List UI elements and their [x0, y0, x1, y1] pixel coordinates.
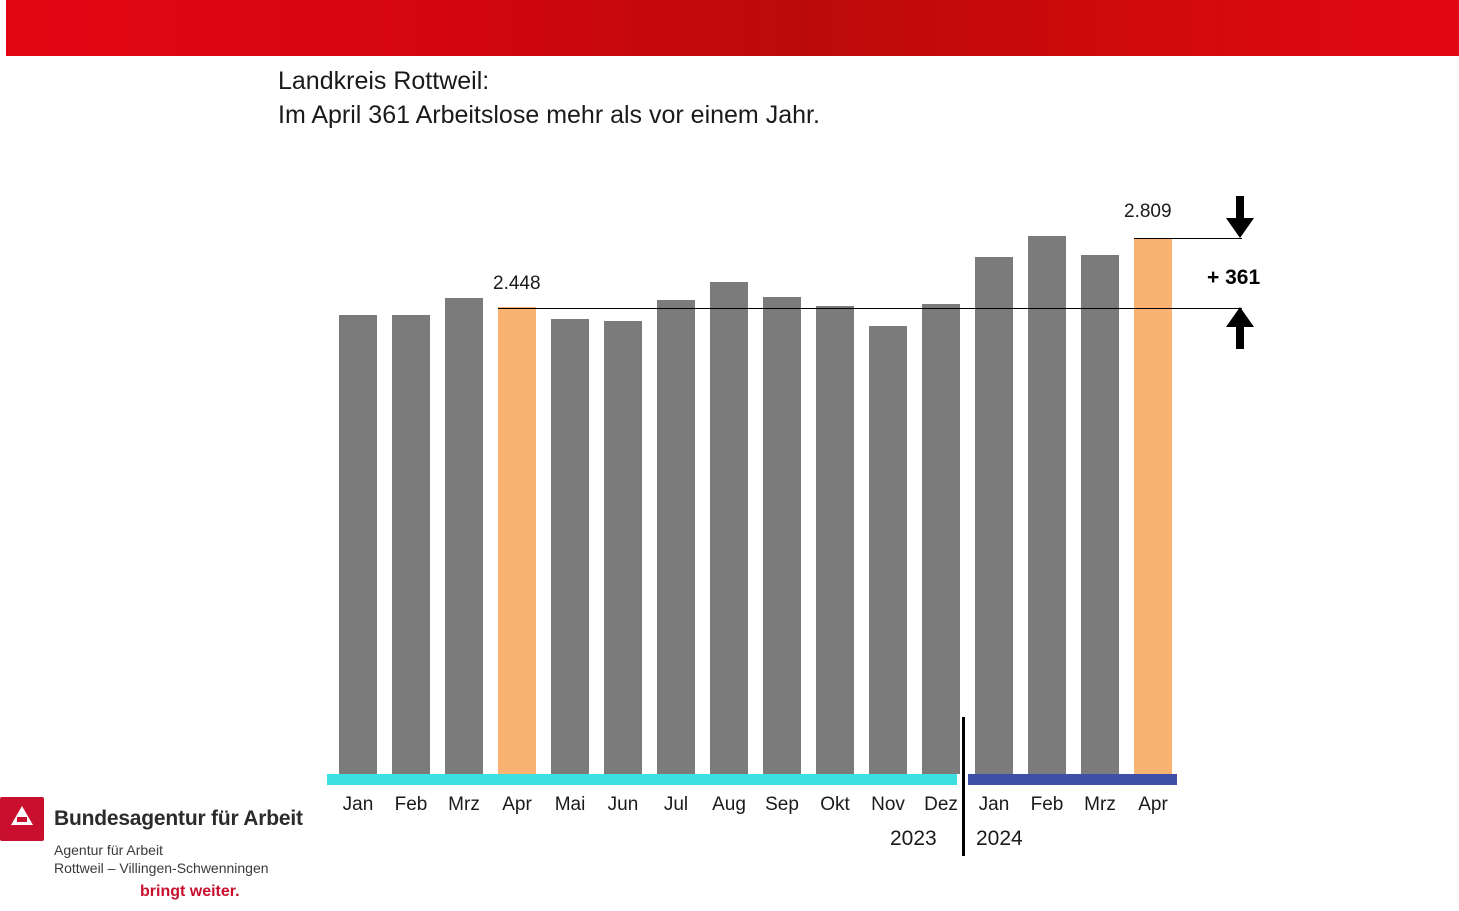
agency-line-1: Agentur für Arbeit: [54, 842, 163, 858]
x-label-2023-aug: Aug: [712, 794, 746, 815]
x-label-2023-nov: Nov: [871, 794, 905, 815]
x-label-2023-sep: Sep: [765, 794, 799, 815]
bar-2023-feb: [392, 315, 430, 774]
bar-2023-mai: [551, 319, 589, 774]
brand-claim: bringt weiter.: [140, 883, 240, 900]
x-label-2023-apr: Apr: [502, 794, 532, 815]
bar-2023-nov: [869, 326, 907, 774]
x-label-2023-mai: Mai: [554, 794, 586, 815]
x-label-2024-mrz: Mrz: [1084, 794, 1116, 815]
agency-line-2: Rottweil – Villingen-Schwenningen: [54, 860, 269, 876]
x-label-2024-apr: Apr: [1138, 794, 1168, 815]
x-label-2024-feb: Feb: [1030, 794, 1064, 815]
bar-2024-apr: [1134, 238, 1172, 774]
year-band-2023: [327, 774, 957, 785]
year-label-2023: 2023: [890, 827, 937, 850]
arrow-up-icon: [1222, 307, 1258, 349]
x-label-2023-jul: Jul: [663, 794, 689, 815]
bar-2024-mrz: [1081, 255, 1119, 774]
bar-2024-jan: [975, 257, 1013, 774]
title-line-1: Landkreis Rottweil:: [278, 67, 490, 95]
bar-2023-jun: [604, 321, 642, 774]
value-label-2024-apr: 2.809: [1124, 201, 1172, 222]
year-divider: [962, 717, 965, 856]
bar-2024-feb: [1028, 236, 1066, 774]
bar-2023-okt: [816, 306, 854, 774]
arrow-down-icon: [1222, 196, 1258, 238]
year-band-2024: [968, 774, 1177, 785]
reference-line-prev-year: [498, 308, 1242, 309]
value-label-2023-apr: 2.448: [493, 273, 541, 294]
bar-2023-dez: [922, 304, 960, 774]
bar-2023-apr: [498, 307, 536, 774]
organization-name: Bundesagentur für Arbeit: [54, 807, 303, 830]
x-label-2023-okt: Okt: [820, 794, 850, 815]
x-label-2023-mrz: Mrz: [448, 794, 480, 815]
year-label-2024: 2024: [976, 827, 1023, 850]
x-label-2023-dez: Dez: [924, 794, 958, 815]
x-label-2024-jan: Jan: [978, 794, 1010, 815]
bar-2023-sep: [763, 297, 801, 774]
bar-2023-mrz: [445, 298, 483, 774]
bar-2023-jul: [657, 300, 695, 774]
x-label-2023-jun: Jun: [607, 794, 639, 815]
x-label-2023-jan: Jan: [342, 794, 374, 815]
delta-label: + 361: [1207, 266, 1261, 289]
bar-2023-aug: [710, 282, 748, 774]
reference-line-current-year: [1134, 238, 1242, 239]
footer-logo: [0, 797, 330, 901]
x-label-2023-feb: Feb: [394, 794, 428, 815]
title-line-2: Im April 361 Arbeitslose mehr als vor einem Jahr.: [278, 101, 820, 129]
ba-logo-icon: [0, 797, 44, 841]
bar-2023-jan: [339, 315, 377, 774]
